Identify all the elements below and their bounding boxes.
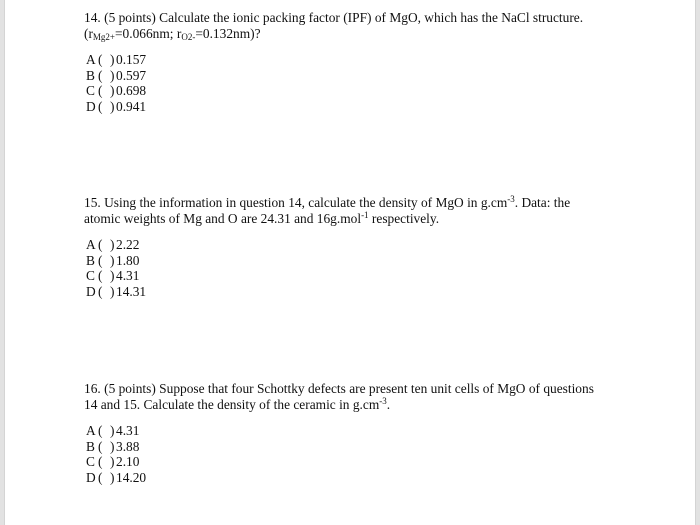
question-15-prompt xyxy=(84,195,624,227)
question-points: (5 points) xyxy=(104,10,156,25)
question-text-continued: 14 and 15. Calculate the density of the ceramic in $g.cm^{-3}$. xyxy=(84,396,391,412)
option-value: 4.31 xyxy=(116,423,140,438)
option-d[interactable]: D ( ) 14.31 xyxy=(86,283,147,299)
option-a[interactable]: A ( ) 4.31 xyxy=(86,423,140,438)
answer-blank[interactable]: ( xyxy=(98,237,103,252)
given-radii: ($r_{Mg2+}=0.066nm$; $r_{O2-}=0.132nm$)? xyxy=(84,26,261,42)
answer-blank[interactable]: ( xyxy=(98,83,103,98)
question-text: Calculate the ionic packing factor (IPF) of MgO, which has the NaCl structure. xyxy=(159,10,584,25)
answer-blank[interactable]: ( xyxy=(98,283,103,299)
question-data: atomic weights of Mg and O are 24.31 and 16g.mol$^{-1}$ respectively. xyxy=(84,210,440,226)
option-value: 2.10 xyxy=(116,454,140,469)
option-a[interactable]: A ( ) 2.22 xyxy=(86,237,140,252)
question-points: (5 points) xyxy=(104,381,156,396)
option-value: 14.31 xyxy=(116,283,147,299)
question-text: Using the information in question 14, calculate the density of MgO in $g.cm^{-3}$. Data: the xyxy=(104,194,571,210)
question-number: 16. xyxy=(84,381,101,396)
question-number: 15. xyxy=(84,195,101,210)
option-c[interactable]: C ( ) 2.10 xyxy=(86,454,140,469)
option-b[interactable]: B ( ) 0.597 xyxy=(86,67,147,83)
page-edge-left xyxy=(0,0,5,525)
page-edge-right xyxy=(695,0,700,525)
option-c[interactable]: C ( ) 4.31 xyxy=(86,268,140,283)
option-c[interactable]: C ( ) 0.698 xyxy=(86,83,147,98)
option-value: 4.31 xyxy=(116,268,140,283)
question-16 xyxy=(84,381,624,485)
option-value: 3.88 xyxy=(116,438,140,454)
question-14-options xyxy=(86,52,624,114)
answer-blank[interactable]: ( xyxy=(98,423,103,438)
question-14-prompt xyxy=(84,10,624,42)
option-b[interactable]: B ( ) 3.88 xyxy=(86,438,140,454)
answer-blank[interactable]: ( xyxy=(98,52,103,67)
question-15-options xyxy=(86,237,624,299)
answer-blank[interactable]: ( xyxy=(98,268,103,283)
option-value: 2.22 xyxy=(116,237,140,252)
question-15 xyxy=(84,195,624,299)
option-value: 0.941 xyxy=(116,98,147,114)
option-d[interactable]: D ( ) 14.20 xyxy=(86,469,147,485)
question-number: 14. xyxy=(84,10,101,25)
option-b[interactable]: B ( ) 1.80 xyxy=(86,252,140,268)
question-14 xyxy=(84,10,624,114)
answer-blank[interactable]: ( xyxy=(98,438,103,454)
option-d[interactable]: D ( ) 0.941 xyxy=(86,98,147,114)
question-16-prompt xyxy=(84,381,624,413)
answer-blank[interactable]: ( xyxy=(98,67,103,83)
option-value: 1.80 xyxy=(116,252,140,268)
question-text: Suppose that four Schottky defects are present ten unit cells of MgO of questions xyxy=(159,381,594,396)
option-value: 14.20 xyxy=(116,469,147,485)
option-value: 0.157 xyxy=(116,52,147,67)
question-16-options xyxy=(86,423,624,485)
option-value: 0.698 xyxy=(116,83,147,98)
answer-blank[interactable]: ( xyxy=(98,98,103,114)
answer-blank[interactable]: ( xyxy=(98,469,103,485)
option-a[interactable]: A ( ) 0.157 xyxy=(86,52,147,67)
option-value: 0.597 xyxy=(116,67,147,83)
answer-blank[interactable]: ( xyxy=(98,454,103,469)
answer-blank[interactable]: ( xyxy=(98,252,103,268)
